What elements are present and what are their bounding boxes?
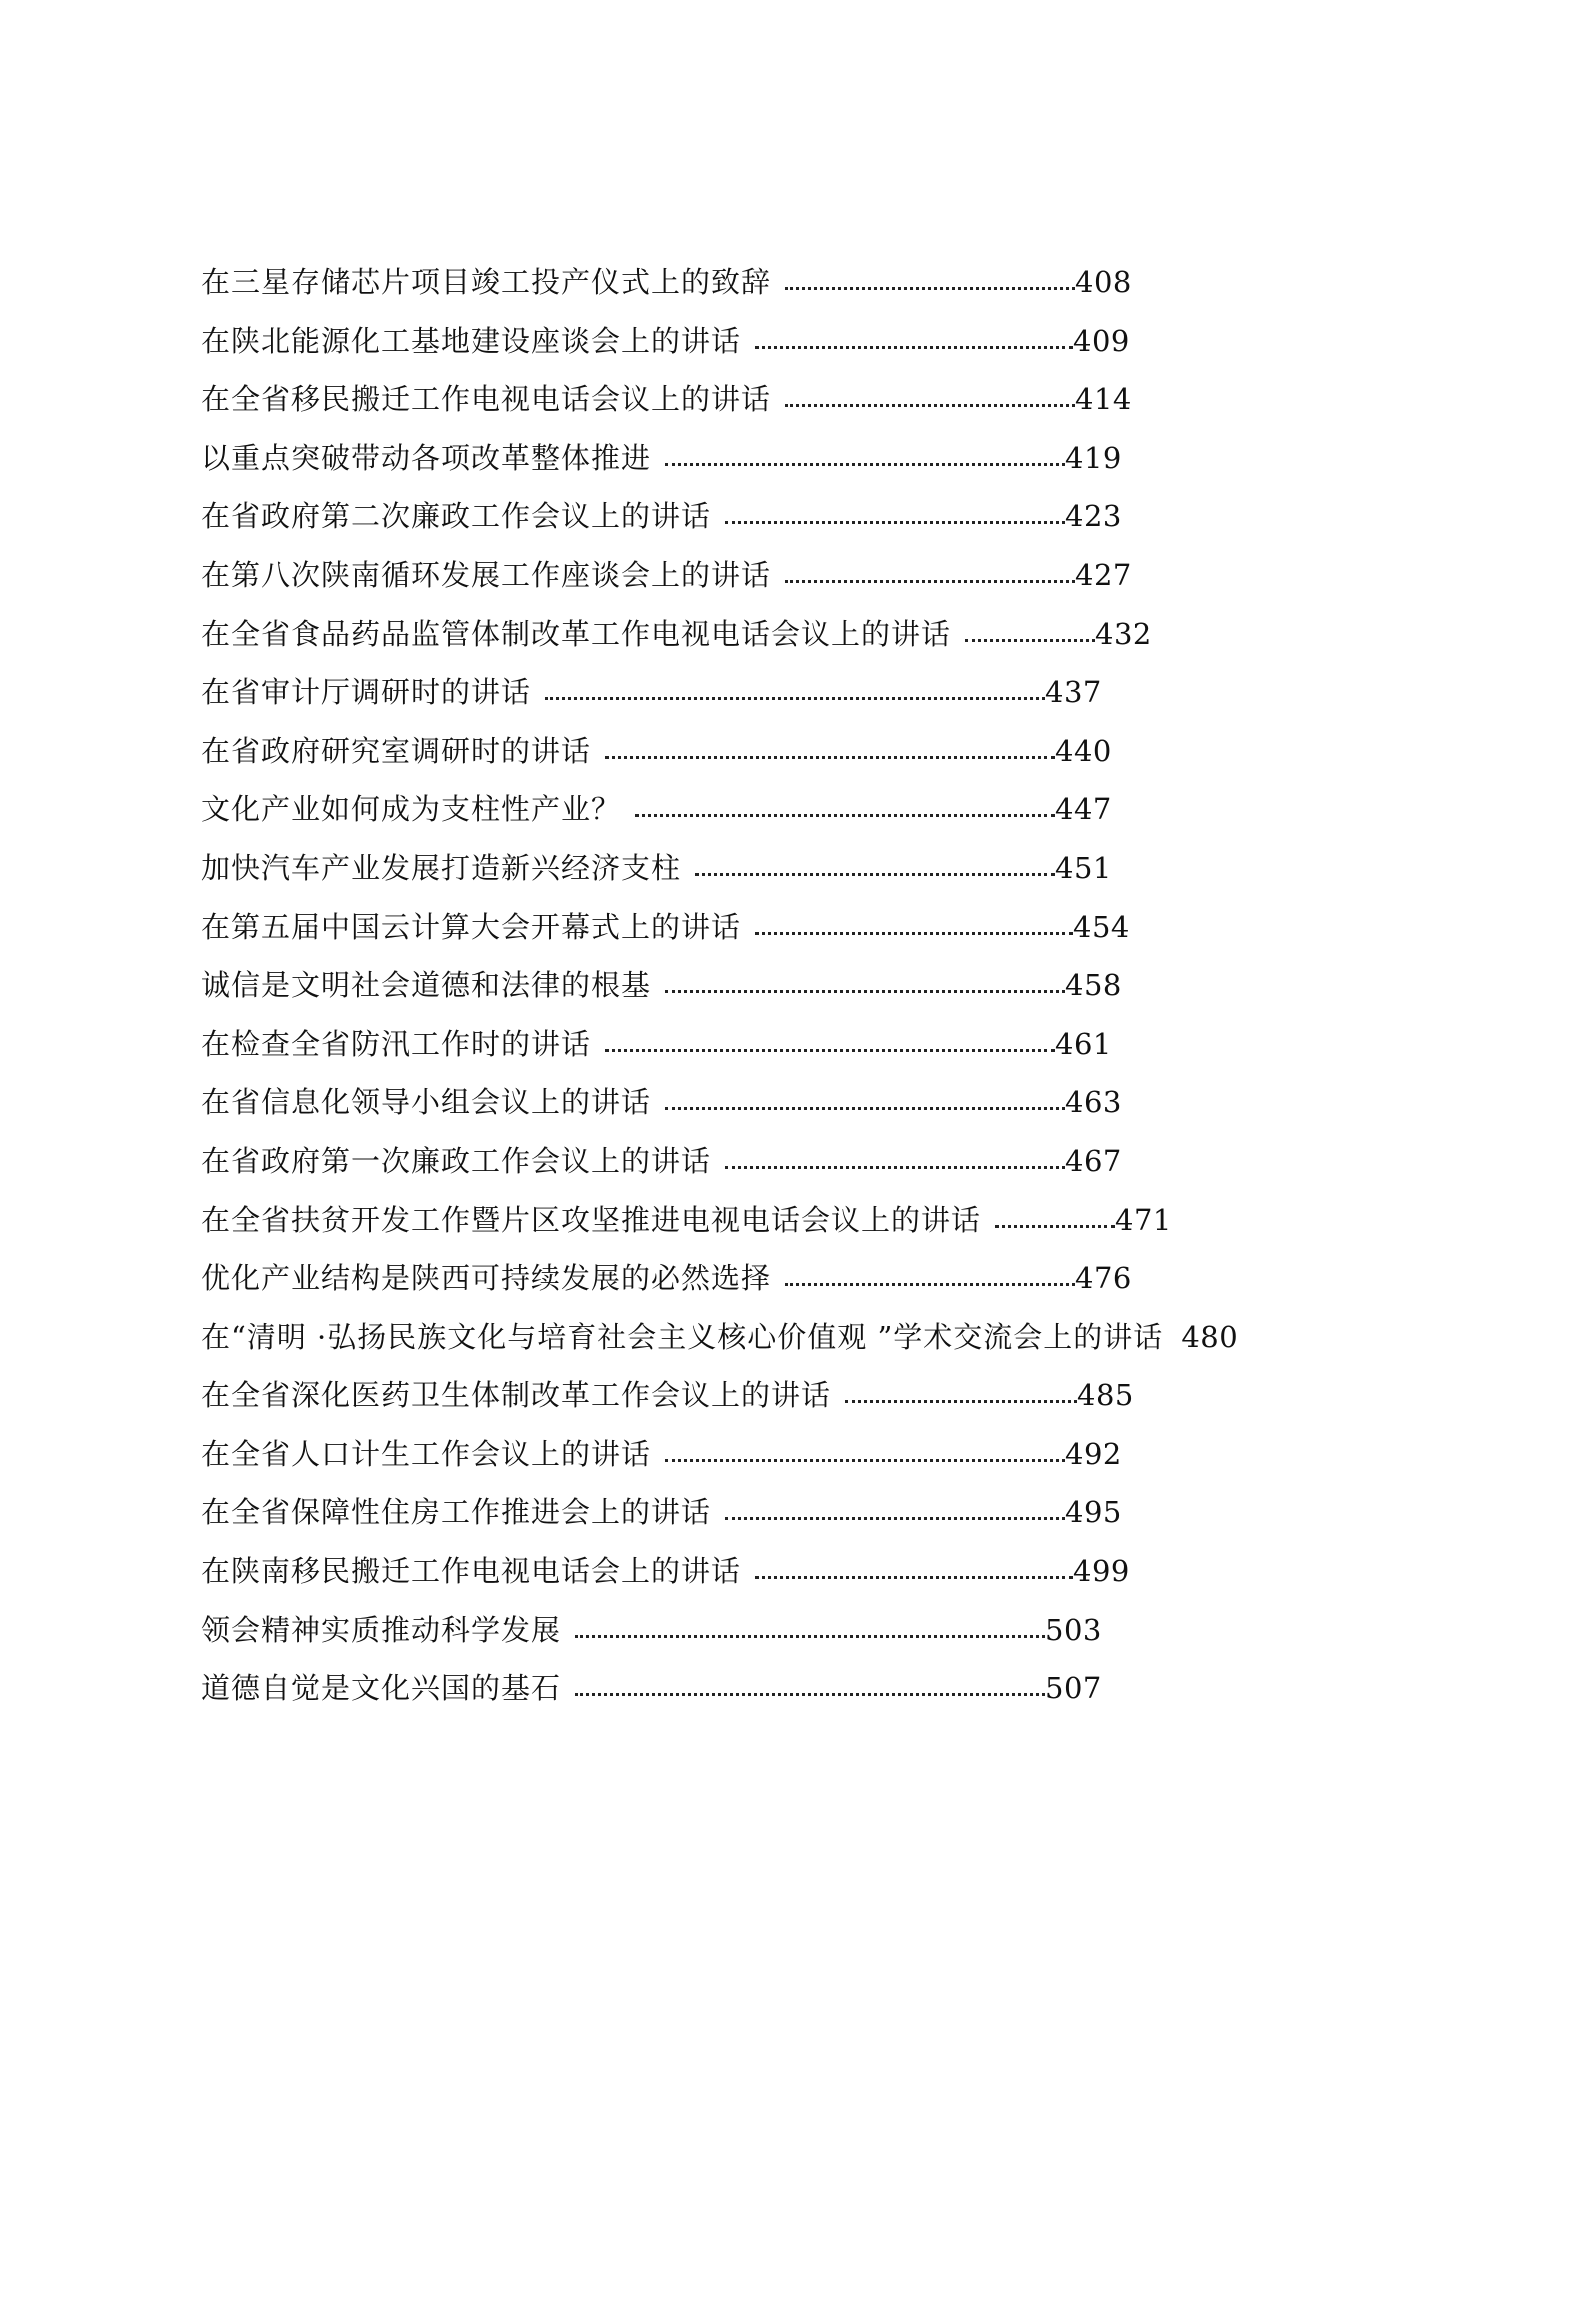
toc-entry[interactable] (201, 312, 1351, 371)
toc-entry[interactable] (201, 956, 1351, 1015)
toc-entry-page-number: 451 (1055, 850, 1112, 885)
toc-entry-page-number: 476 (1075, 1261, 1132, 1296)
toc-entry-page-number: 423 (1065, 499, 1122, 534)
toc-entry-page-number: 461 (1055, 1026, 1112, 1061)
dot-leader (755, 932, 1073, 935)
toc-entry-title: 在全省深化医药卫生体制改革工作会议上的讲话 (201, 1378, 832, 1413)
toc-entry-page-number: 467 (1065, 1143, 1122, 1178)
toc-entry[interactable] (201, 1601, 1351, 1660)
dot-leader (665, 463, 1065, 466)
toc-entry[interactable] (201, 1659, 1351, 1718)
toc-entry-page-number: 440 (1055, 733, 1112, 768)
toc-entry-title: 在第八次陕南循环发展工作座谈会上的讲话 (201, 557, 772, 592)
toc-entry[interactable] (201, 1425, 1351, 1484)
dot-leader (845, 1400, 1077, 1403)
toc-entry-page-number: 409 (1073, 323, 1130, 358)
toc-entry[interactable] (201, 1015, 1351, 1074)
toc-entry-page-number: 492 (1065, 1436, 1122, 1471)
toc-entry-title: 在三星存储芯片项目竣工投产仪式上的致辞 (201, 265, 772, 299)
toc-entry[interactable] (201, 898, 1351, 957)
toc-entry-page-number: 419 (1065, 440, 1122, 475)
toc-entry[interactable] (201, 605, 1351, 664)
toc-entry-page-number: 471 (1115, 1202, 1172, 1237)
toc-entry-title: 在全省人口计生工作会议上的讲话 (201, 1436, 652, 1471)
dot-leader (665, 990, 1065, 993)
toc-entry[interactable] (201, 839, 1351, 898)
dot-leader (755, 1576, 1073, 1579)
dot-leader (635, 814, 1055, 817)
toc-entry[interactable] (201, 429, 1351, 488)
dot-leader (785, 1283, 1075, 1286)
toc-entry-title: 在全省扶贫开发工作暨片区攻坚推进电视电话会议上的讲话 (201, 1202, 982, 1237)
dot-leader (665, 1459, 1065, 1462)
toc-entry-title: 在检查全省防汛工作时的讲话 (201, 1026, 592, 1061)
toc-entry[interactable] (201, 1483, 1351, 1542)
toc-entry-page-number: 463 (1065, 1085, 1122, 1120)
toc-entry-title: 在省政府研究室调研时的讲话 (201, 733, 592, 768)
dot-leader (785, 287, 1075, 290)
toc-entry-title: 在全省移民搬迁工作电视电话会议上的讲话 (201, 382, 772, 417)
toc-entry-page-number: 414 (1075, 382, 1132, 417)
toc-entry[interactable] (201, 1191, 1351, 1250)
toc-entry-page-number: 507 (1045, 1671, 1102, 1706)
dot-leader (545, 697, 1045, 700)
toc-entry-title: 在陕南移民搬迁工作电视电话会上的讲话 (201, 1554, 742, 1589)
table-of-contents (201, 253, 1351, 1718)
dot-leader (755, 346, 1073, 349)
dot-leader (785, 404, 1075, 407)
dot-leader (695, 873, 1055, 876)
dot-leader (665, 1107, 1065, 1110)
toc-entry[interactable] (201, 487, 1351, 546)
dot-leader (725, 1166, 1065, 1169)
toc-entry-title: 在省政府第一次廉政工作会议上的讲话 (201, 1143, 712, 1178)
toc-entry-title: 在第五届中国云计算大会开幕式上的讲话 (201, 909, 742, 944)
toc-entry[interactable] (201, 663, 1351, 722)
toc-entry-title: 在“清明 ·弘扬民族文化与培育社会主义核心价值观 ”学术交流会上的讲话 (201, 1319, 1164, 1354)
toc-entry-title: 在全省保障性住房工作推进会上的讲话 (201, 1495, 712, 1530)
dot-leader (605, 756, 1055, 759)
toc-entry-title: 在陕北能源化工基地建设座谈会上的讲话 (201, 323, 742, 358)
toc-entry-title: 文化产业如何成为支柱性产业？ (201, 792, 622, 827)
toc-entry-title: 以重点突破带动各项改革整体推进 (201, 440, 652, 475)
dot-leader (575, 1693, 1045, 1696)
toc-entry[interactable] (201, 546, 1351, 605)
toc-entry-page-number: 427 (1075, 557, 1132, 592)
toc-entry-title: 在全省食品药品监管体制改革工作电视电话会议上的讲话 (201, 616, 952, 651)
toc-entry-page-number: 408 (1075, 265, 1132, 299)
toc-entry-page-number: 503 (1045, 1612, 1102, 1647)
toc-entry-page-number: 458 (1065, 968, 1122, 1003)
toc-entry-title: 诚信是文明社会道德和法律的根基 (201, 968, 652, 1003)
dot-leader (995, 1225, 1115, 1228)
dot-leader (575, 1635, 1045, 1638)
toc-entry[interactable] (201, 1308, 1351, 1367)
dot-leader (725, 1517, 1065, 1520)
toc-entry-page-number: 485 (1077, 1378, 1134, 1413)
toc-entry-title: 优化产业结构是陕西可持续发展的必然选择 (201, 1261, 772, 1296)
toc-entry[interactable] (201, 1249, 1351, 1308)
toc-entry-title: 加快汽车产业发展打造新兴经济支柱 (201, 850, 682, 885)
dot-leader (725, 521, 1065, 524)
toc-entry-page-number: 480 (1181, 1319, 1239, 1354)
dot-leader (965, 639, 1095, 642)
toc-entry[interactable] (201, 1366, 1351, 1425)
toc-entry-page-number: 432 (1095, 616, 1152, 651)
toc-entry-page-number: 495 (1065, 1495, 1122, 1530)
toc-entry-page-number: 447 (1055, 792, 1112, 827)
toc-entry-title: 在省审计厅调研时的讲话 (201, 675, 532, 710)
toc-entry-title: 道德自觉是文化兴国的基石 (201, 1671, 562, 1706)
toc-entry[interactable] (201, 1542, 1351, 1601)
toc-entry-title: 领会精神实质推动科学发展 (201, 1612, 562, 1647)
toc-entry-page-number: 454 (1073, 909, 1130, 944)
toc-entry[interactable] (201, 722, 1351, 781)
toc-entry[interactable] (201, 253, 1351, 312)
toc-entry-title: 在省信息化领导小组会议上的讲话 (201, 1085, 652, 1120)
toc-entry-page-number: 437 (1045, 675, 1102, 710)
toc-entry[interactable] (201, 370, 1351, 429)
toc-entry[interactable] (201, 780, 1351, 839)
toc-entry[interactable] (201, 1132, 1351, 1191)
dot-leader (785, 580, 1075, 583)
toc-entry[interactable] (201, 1073, 1351, 1132)
toc-entry-page-number: 499 (1073, 1554, 1130, 1589)
toc-entry-title: 在省政府第二次廉政工作会议上的讲话 (201, 499, 712, 534)
dot-leader (605, 1049, 1055, 1052)
